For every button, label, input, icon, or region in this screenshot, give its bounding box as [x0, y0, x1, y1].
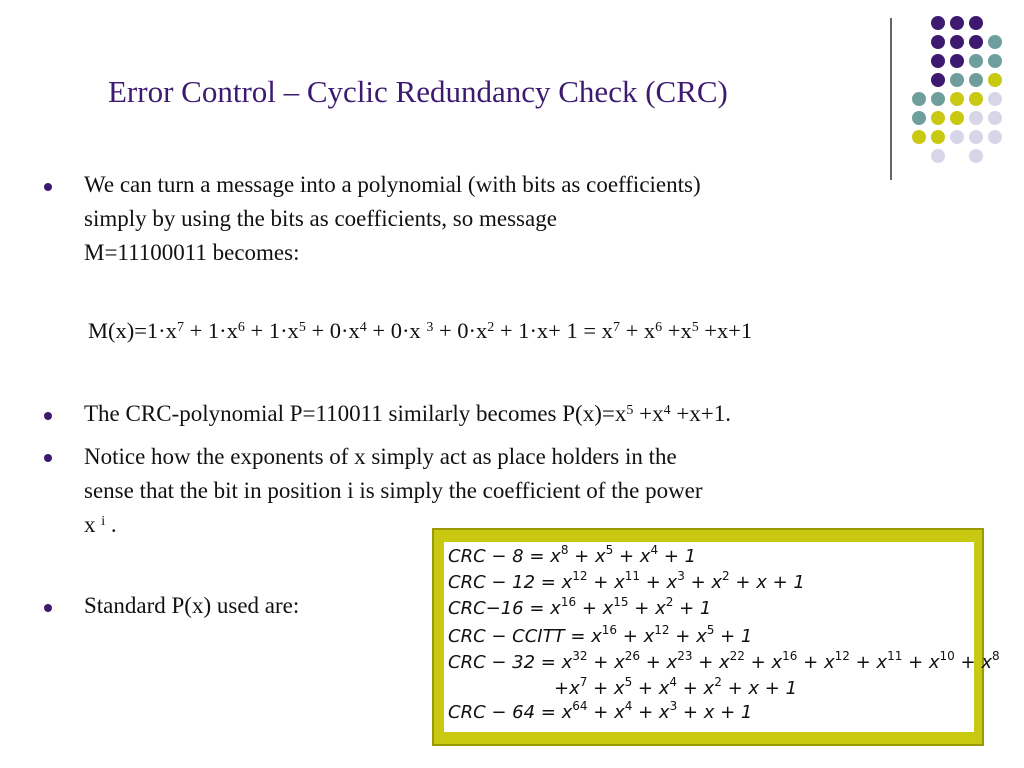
crc-standard-name: CRC − 32 — [448, 652, 536, 673]
decorative-dot — [950, 111, 964, 125]
bullet-3-line-3: x $^i$ . — [84, 512, 117, 537]
crc-standard-line: $CRC-16 = x^{16} + x^{15} + x^2 + 1$ — [448, 595, 712, 619]
bullet-marker — [44, 183, 52, 191]
decorative-dot — [912, 92, 926, 106]
decorative-dot — [969, 130, 983, 144]
crc-standards-panel — [444, 542, 1000, 732]
bullet-2-text: The CRC-polynomial P=110011 similarly becomes $P(x)=x^5 +x^4 +x+1$. — [84, 401, 732, 426]
bullet-marker — [44, 604, 52, 612]
decorative-dot — [988, 35, 1002, 49]
crc-standard-name: CRC−16 — [448, 598, 524, 619]
bullet-marker — [44, 454, 52, 462]
decorative-dot — [931, 149, 945, 163]
crc-standard-name: CRC − CCITT — [448, 626, 565, 647]
crc-standard-line: CRC − $64 = x^{64} + x^4 + x^3 + x + 1$ — [448, 699, 753, 723]
bullet-1-text — [84, 168, 701, 270]
crc-standards-box — [432, 528, 1000, 746]
decorative-dot — [931, 35, 945, 49]
decorative-dot — [969, 35, 983, 49]
divider-line — [890, 18, 892, 180]
decorative-dot — [950, 54, 964, 68]
crc-standard-name: CRC − 8 — [448, 546, 524, 567]
decorative-dot — [950, 35, 964, 49]
decorative-dot — [988, 92, 1002, 106]
crc-standard-line: CRC − CCITT = $x^{16} + x^{12} + x^5 + 1$ — [448, 623, 753, 647]
decorative-dot — [988, 111, 1002, 125]
crc-standard-line: CRC − $32 = x^{32} + x^{26} + x^{23} + x^{22} + x^{16} + x^{12} + x^{11} + x^{10} + x^8$ — [448, 649, 1000, 673]
bullet-1-line-1: We can turn a message into a polynomial (with bits as coefficients) — [84, 172, 701, 197]
decorative-dot — [969, 111, 983, 125]
decorative-dot — [912, 130, 926, 144]
decorative-dot — [988, 73, 1002, 87]
decorative-dot — [931, 130, 945, 144]
crc-standard-name: CRC − 64 — [448, 702, 536, 723]
decorative-dot — [969, 92, 983, 106]
decorative-dot — [931, 16, 945, 30]
decorative-dot — [912, 111, 926, 125]
decorative-dot — [931, 73, 945, 87]
decorative-dot — [969, 73, 983, 87]
decorative-dot — [931, 111, 945, 125]
decorative-dot — [950, 130, 964, 144]
bullet-3-line-1: Notice how the exponents of x simply act as place holders in the — [84, 444, 677, 469]
bullet-1-line-3: M=11100011 becomes: — [84, 240, 300, 265]
decorative-dot — [969, 16, 983, 30]
bullet-4-text: Standard P(x) used are: — [84, 593, 300, 618]
decorative-dot — [969, 149, 983, 163]
crc-standard-line: $+x^7 + x^5 + x^4 + x^2 + x + 1$ — [554, 675, 798, 699]
decorative-dot — [931, 54, 945, 68]
decorative-dot — [988, 54, 1002, 68]
crc-standard-line: CRC − $8 = x^8 + x^5 + x^4 + 1$ — [448, 543, 697, 567]
decorative-dot — [950, 73, 964, 87]
bullet-1-line-2: simply by using the bits as coefficients, so message — [84, 206, 557, 231]
decorative-dot — [950, 92, 964, 106]
polynomial-equation: $M(x)=1\cdot x^7 + 1\cdot x^6 + 1\cdot x^5 + 0\cdot x^4 + 0\cdot x$ $^3 + 0\cdot x^2 + 1\cdot x+ 1 = x^7 + x^6 +x^5 +x+1$ — [88, 318, 753, 343]
bullet-3-text — [84, 440, 703, 542]
decorative-dot — [950, 16, 964, 30]
decorative-dot — [988, 130, 1002, 144]
bullet-3-line-2: sense that the bit in position i is simply the coefficient of the power — [84, 478, 703, 503]
slide-title: Error Control – Cyclic Redundancy Check (CRC) — [108, 74, 728, 109]
decorative-dot — [931, 92, 945, 106]
crc-standard-line: CRC − $12 = x^{12} + x^{11} + x^3 + x^2 + x + 1$ — [448, 569, 805, 593]
decorative-dot — [969, 54, 983, 68]
crc-standard-name: CRC − 12 — [448, 572, 536, 593]
bullet-marker — [44, 412, 52, 420]
